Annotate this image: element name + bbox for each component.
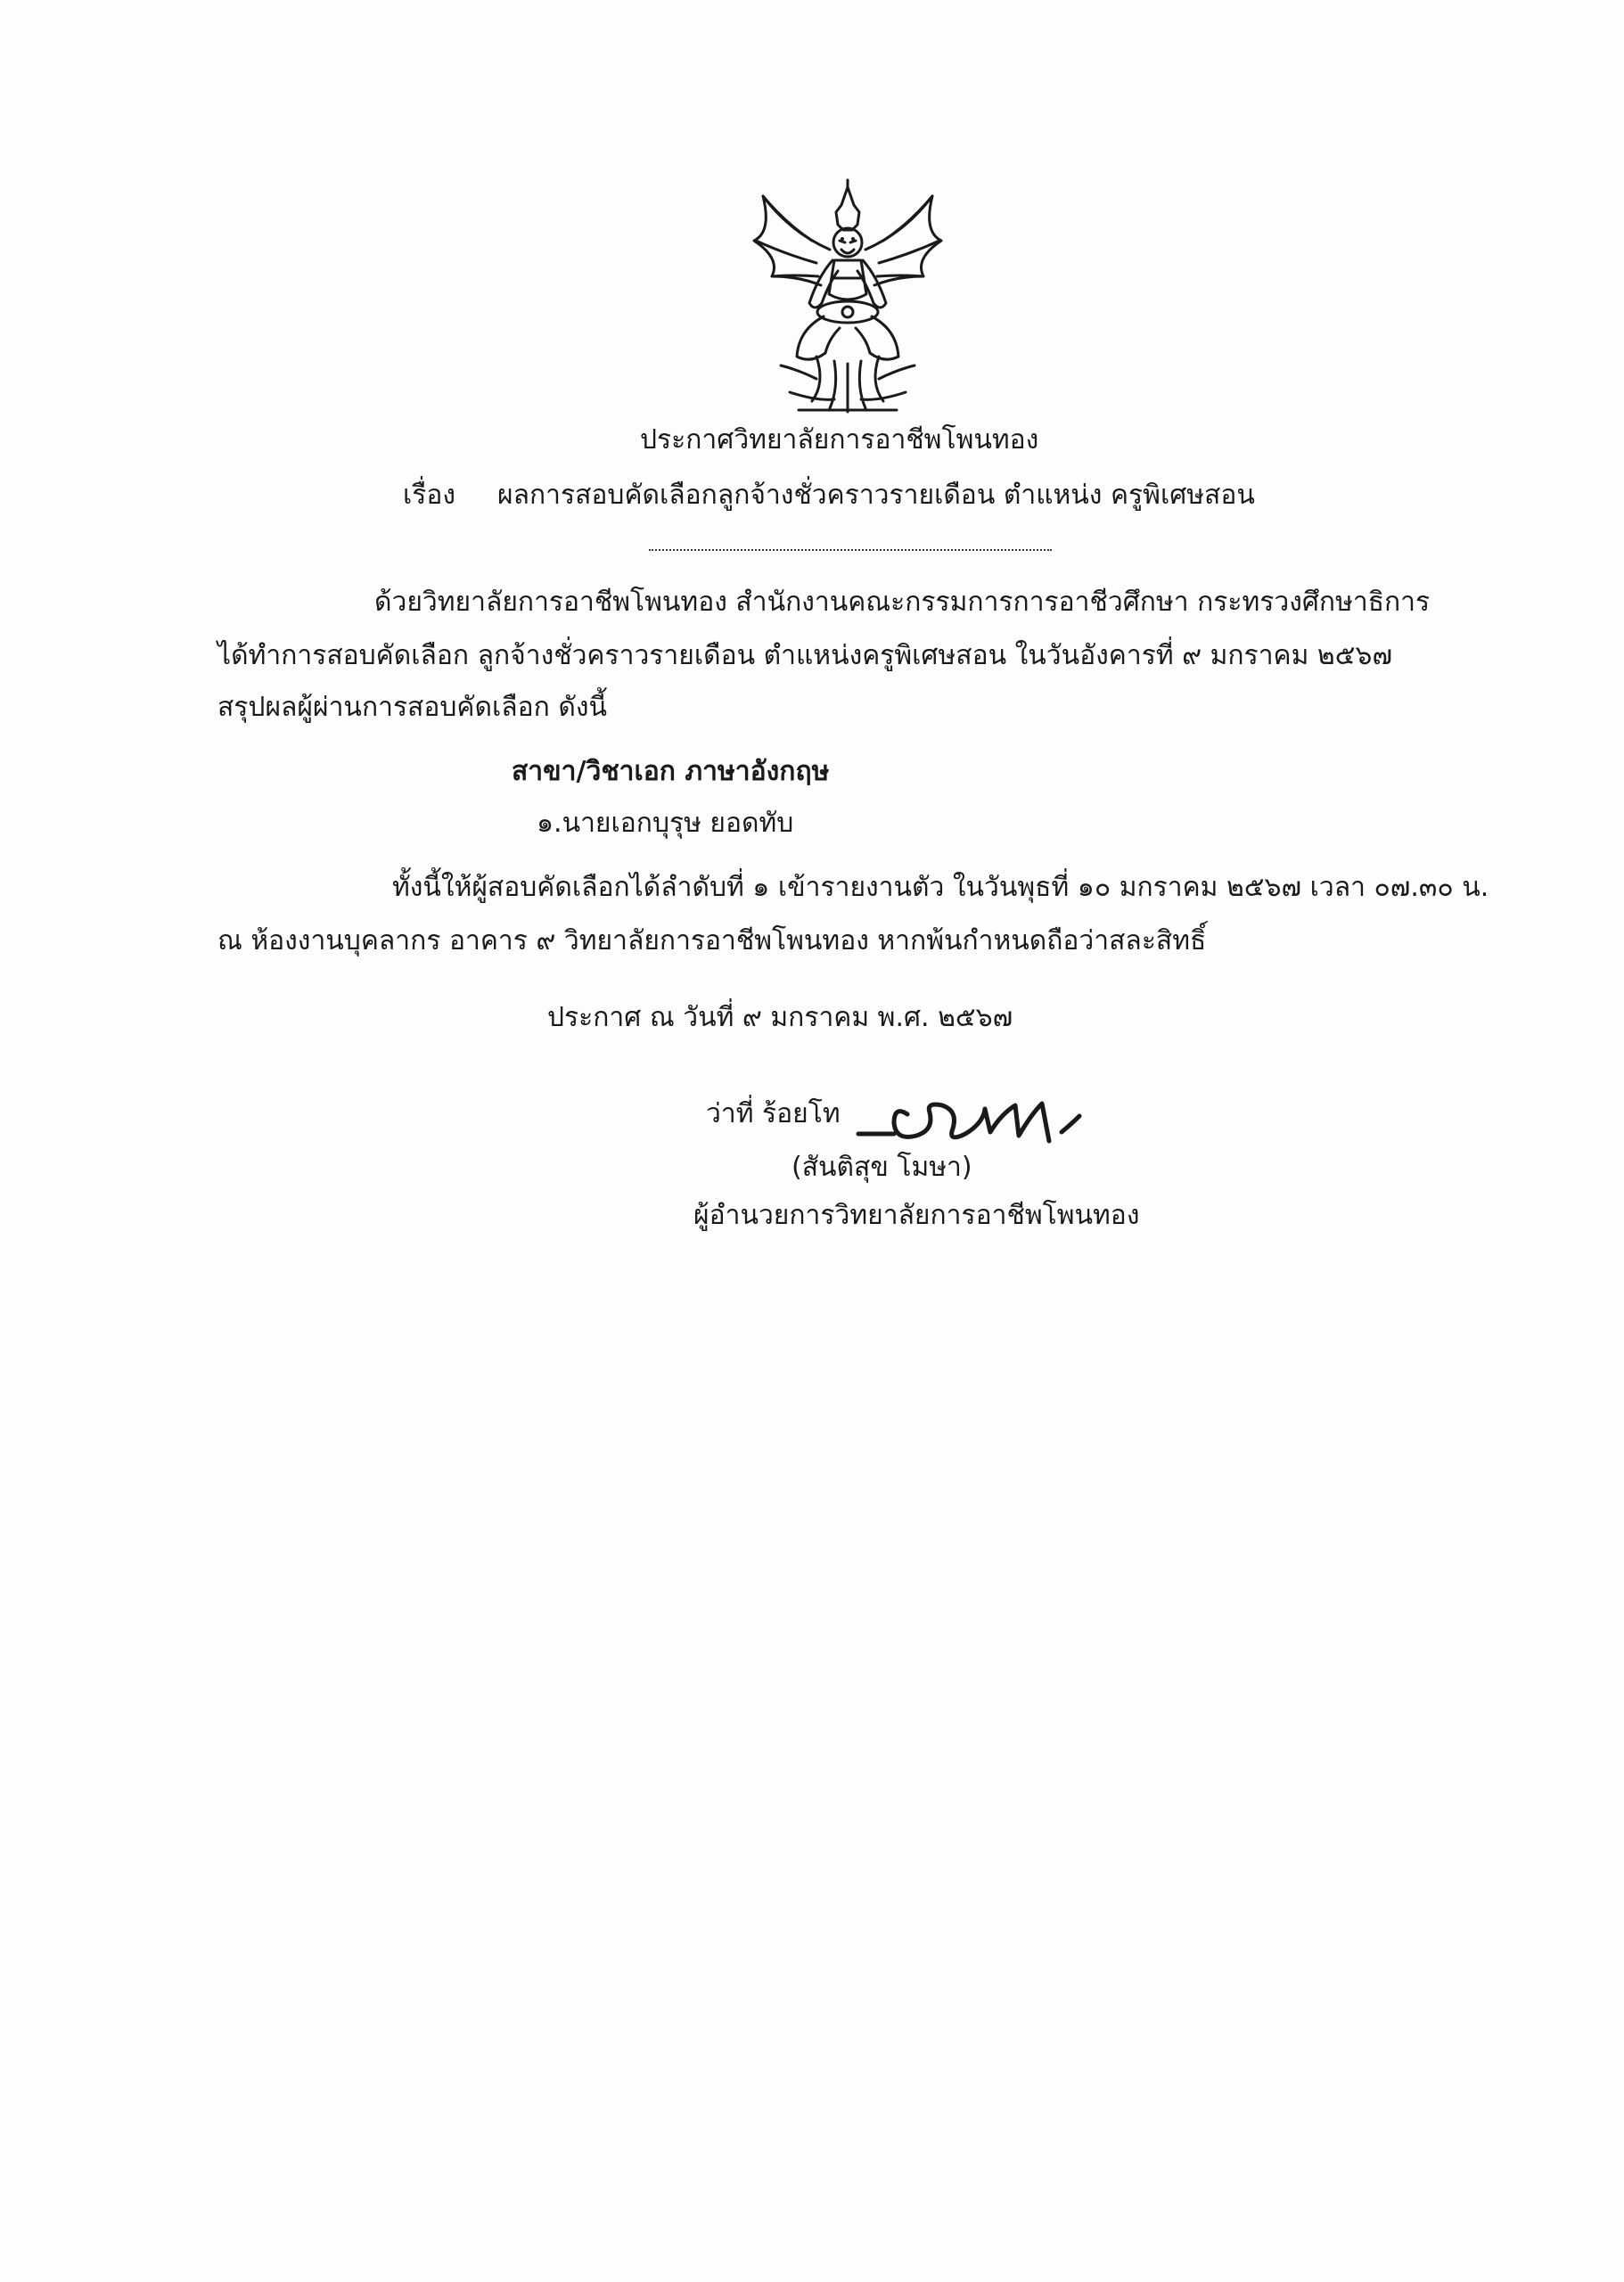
body-para1-line3: สรุปผลผู้ผ่านการสอบคัดเลือก ดังนี้ bbox=[217, 692, 607, 723]
body-para2-line2: ณ ห้องงานบุคลากร อาคาร ๙ วิทยาลัยการอาชีพโพนทอง หากพ้นกำหนดถือว่าสละสิทธิ์ bbox=[217, 925, 1207, 956]
signer-rank: ว่าที่ ร้อยโท bbox=[706, 1098, 841, 1129]
signer-name: (สันติสุข โมษา) bbox=[791, 1152, 972, 1183]
title-divider bbox=[649, 549, 1052, 551]
body-para1-line1: ด้วยวิทยาลัยการอาชีพโพนทอง สำนักงานคณะกรรมการการอาชีวศึกษา กระทรวงศึกษาธิการ bbox=[374, 587, 1431, 618]
signer-position: ผู้อำนวยการวิทยาลัยการอาชีพโพนทอง bbox=[693, 1200, 1140, 1231]
candidate-item: ๑.นายเอกบุรุษ ยอดทับ bbox=[537, 808, 794, 839]
section-heading: สาขา/วิชาเอก ภาษาอังกฤษ bbox=[512, 756, 830, 787]
subject-text: ผลการสอบคัดเลือกลูกจ้างชั่วคราวรายเดือน ตำแหน่ง ครูพิเศษสอน bbox=[497, 480, 1255, 511]
subject-label: เรื่อง bbox=[403, 480, 456, 511]
body-para1-line2: ได้ทำการสอบคัดเลือก ลูกจ้างชั่วคราวรายเดือน ตำแหน่งครูพิเศษสอน ในวันอังคารที่ ๙ มกราคม ๒๕๖๗ bbox=[217, 640, 1393, 671]
handwritten-signature bbox=[751, 1079, 1117, 1159]
announcement-title: ประกาศวิทยาลัยการอาชีพโพนทอง bbox=[640, 424, 1039, 456]
body-para2-line1: ทั้งนี้ให้ผู้สอบคัดเลือกได้ลำดับที่ ๑ เข้ารายงานตัว ในวันพุธที่ ๑๐ มกราคม ๒๕๖๗ เวลา ๐๗.๓๐ น. bbox=[392, 872, 1489, 903]
announcement-date: ประกาศ ณ วันที่ ๙ มกราคม พ.ศ. ๒๕๖๗ bbox=[547, 1002, 1013, 1033]
garuda-emblem-icon bbox=[736, 178, 959, 419]
